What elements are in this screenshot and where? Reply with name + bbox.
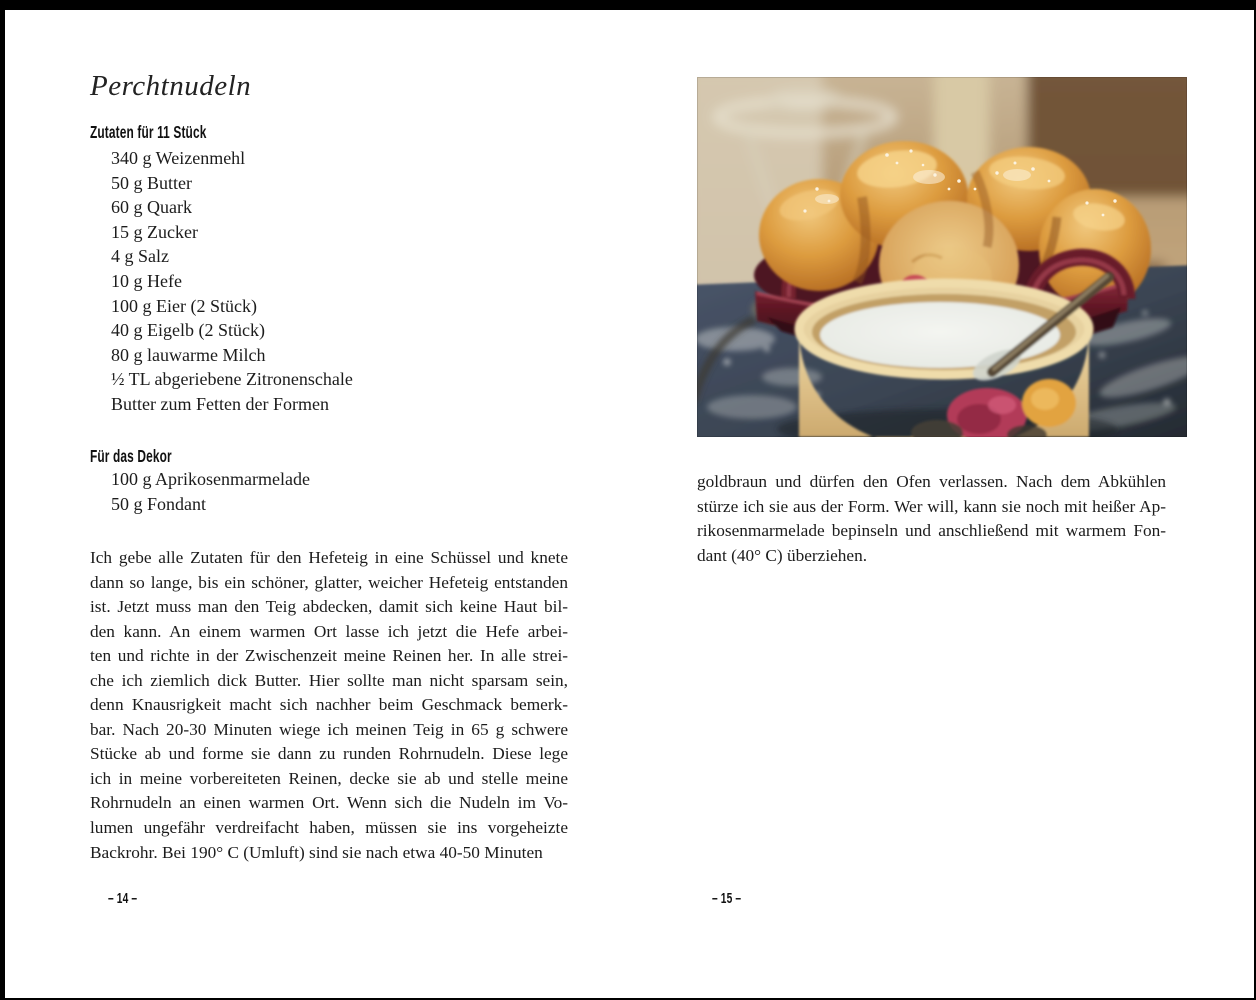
text-line: Ich gebe alle Zutaten für den Hefeteig in eine Schüssel und knete <box>90 548 568 567</box>
text-line: 40 g Eigelb (2 Stück) <box>111 320 265 341</box>
left-page-paragraph <box>90 546 568 865</box>
text-line: 80 g lauwarme Milch <box>111 344 266 365</box>
text-line: ten und richte in der Zwischenzeit meine Reinen her. In alle strei- <box>90 646 568 666</box>
text-line: ich in meine vorbereiteten Reinen, decke sie ab und stelle meine <box>90 768 568 788</box>
text-line: 50 g Butter <box>111 172 192 193</box>
text-line: 10 g Hefe <box>111 270 182 291</box>
text-line: rikosenmarmelade bepinseln und anschließend mit warmem Fon- <box>697 521 1166 541</box>
text-line: dann so lange, bis ein schöner, glatter, weicher Hefeteig entstanden <box>90 572 568 592</box>
dekor-heading: Für das Dekor <box>90 446 172 466</box>
dekor-list <box>111 467 511 516</box>
left-page-number: – 14 – <box>108 890 138 907</box>
text-line: 15 g Zucker <box>111 221 198 242</box>
recipe-photo <box>697 77 1187 437</box>
text-line: Stücke ab und forme sie dann zu runden Rohrnudeln. Diese lege <box>90 744 568 764</box>
right-page-number: – 15 – <box>712 890 742 907</box>
text-line: den kann. An einem warmen Ort lasse ich jetzt die Hefe arbei- <box>90 621 568 641</box>
text-line: bar. Nach 20-30 Minuten wiege ich meinen Teig in 65 g schwere <box>90 719 568 739</box>
text-line: ist. Jetzt muss man den Teig abdecken, damit sich keine Haut bil- <box>90 597 568 617</box>
text-line: stürze ich sie aus der Form. Wer will, kann sie noch mit heißer Ap- <box>697 496 1166 516</box>
text-line: 4 g Salz <box>111 246 169 267</box>
text-line: lumen ungefähr verdreifacht haben, müssen sie ins vorgeheizte <box>90 818 568 838</box>
text-line: Backrohr. Bei 190° C (Umluft) sind sie nach etwa 40-50 Minuten <box>90 842 543 862</box>
text-line: 60 g Quark <box>111 197 192 218</box>
text-line: 100 g Eier (2 Stück) <box>111 295 257 316</box>
text-line: goldbraun und dürfen den Ofen verlassen. Nach dem Abkühlen <box>697 472 1166 491</box>
text-line: Rohrnudeln an einen warmen Ort. Wenn sich die Nudeln im Vo- <box>90 793 568 813</box>
text-line: 50 g Fondant <box>111 493 207 514</box>
text-line: 100 g Aprikosenmarmelade <box>111 469 310 489</box>
recipe-title: Perchtnudeln <box>90 70 252 102</box>
text-line: ½ TL abgeriebene Zitronenschale <box>111 369 353 390</box>
ingredients-heading: Zutaten für 11 Stück <box>90 122 207 142</box>
book-spread <box>5 10 1254 998</box>
text-line: che ich ziemlich dick Butter. Hier sollte man nicht sparsam sein, <box>90 670 568 690</box>
text-line: dant (40° C) überziehen. <box>697 545 868 565</box>
text-line: denn Knausrigkeit macht sich nachher beim Geschmack bemerk- <box>90 695 568 715</box>
text-line: Butter zum Fetten der Formen <box>111 393 329 414</box>
ingredients-list <box>111 146 511 417</box>
right-page-paragraph <box>697 470 1166 568</box>
text-line: 340 g Weizenmehl <box>111 148 246 168</box>
